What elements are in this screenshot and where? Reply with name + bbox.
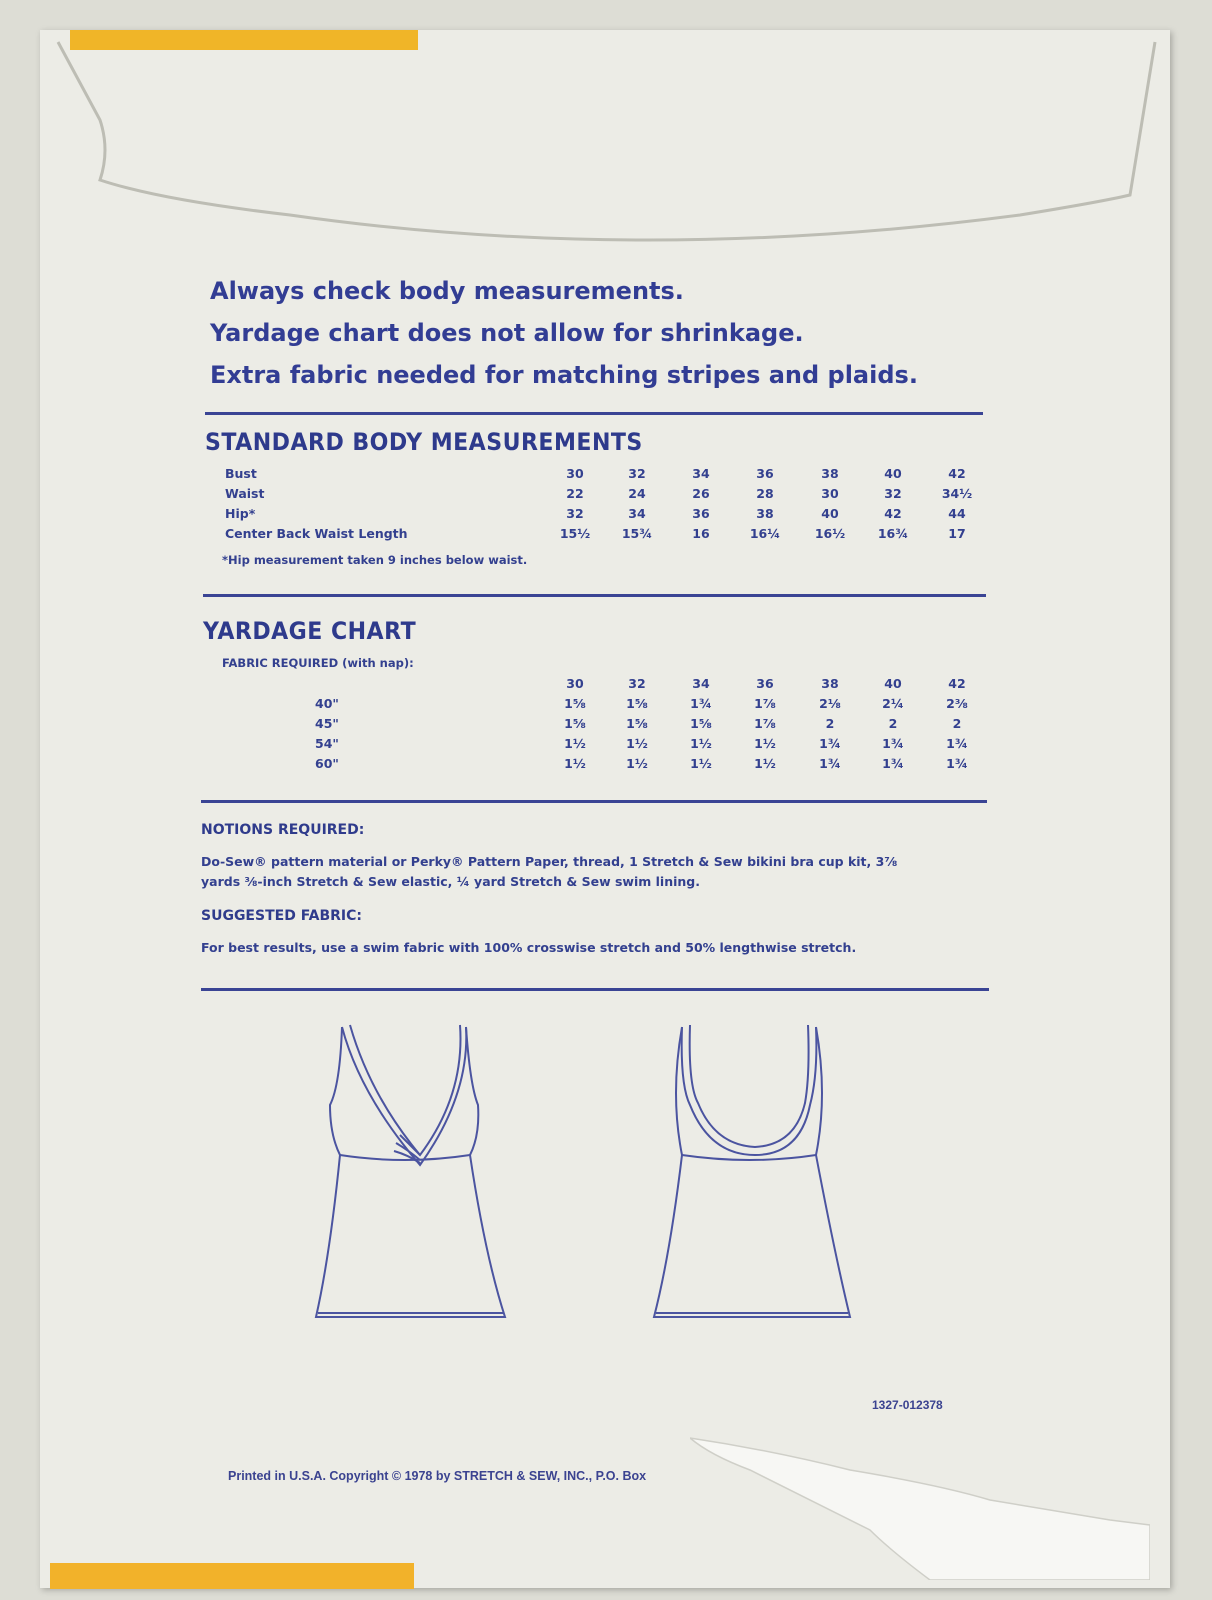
table-cell: 1¾	[882, 756, 904, 771]
table-cell: 30	[821, 486, 839, 501]
table-cell: 1½	[690, 736, 712, 751]
suggested-fabric-text: For best results, use a swim fabric with 100% crosswise stretch and 50% lengthwise stretch.	[201, 940, 857, 955]
row-label: Waist	[225, 486, 265, 501]
table-cell: 1⅝	[564, 716, 586, 731]
table-cell: 1½	[626, 756, 648, 771]
divider	[205, 412, 983, 415]
hip-footnote: *Hip measurement taken 9 inches below waist.	[222, 553, 528, 567]
table-cell: 1¾	[690, 696, 712, 711]
note-line: Extra fabric needed for matching stripes and plaids.	[210, 361, 918, 389]
back-view-illustration	[640, 1015, 880, 1325]
yardage-chart-title: YARDAGE CHART	[203, 617, 417, 645]
notions-line: Do-Sew® pattern material or Perky® Pattern Paper, thread, 1 Stretch & Sew bikini bra cup kit, 3⅞	[201, 854, 898, 869]
table-cell: 24	[628, 486, 646, 501]
table-cell: 36	[692, 506, 710, 521]
row-label: Bust	[225, 466, 257, 481]
body-measurements-title: STANDARD BODY MEASUREMENTS	[205, 428, 643, 456]
table-cell: 32	[566, 506, 584, 521]
size-header: 40	[884, 676, 902, 691]
divider	[201, 988, 989, 991]
row-label: Hip*	[225, 506, 256, 521]
table-cell: 16¾	[877, 526, 909, 541]
row-label: 40"	[315, 696, 339, 711]
suggested-fabric-title: SUGGESTED FABRIC:	[201, 908, 363, 924]
notions-line: yards ⅜-inch Stretch & Sew elastic, ¼ yard Stretch & Sew swim lining.	[201, 874, 700, 889]
size-header: 36	[756, 676, 774, 691]
size-header: 30	[566, 676, 584, 691]
table-cell: 38	[756, 506, 774, 521]
table-cell: 2⅜	[946, 696, 968, 711]
table-cell: 16	[692, 526, 710, 541]
table-cell: 16½	[814, 526, 846, 541]
front-view-illustration	[300, 1015, 540, 1325]
table-cell: 34	[692, 466, 710, 481]
table-cell: 2⅛	[819, 696, 841, 711]
divider	[203, 594, 986, 597]
table-cell: 1½	[564, 756, 586, 771]
table-cell: 40	[884, 466, 902, 481]
table-cell: 1½	[754, 756, 776, 771]
table-cell: 1⅝	[564, 696, 586, 711]
table-cell: 1¾	[946, 756, 968, 771]
table-cell: 1⅝	[626, 696, 648, 711]
table-cell: 1½	[626, 736, 648, 751]
note-line: Yardage chart does not allow for shrinkage.	[210, 319, 804, 347]
table-cell: 1⅞	[754, 696, 776, 711]
table-cell: 28	[756, 486, 774, 501]
table-cell: 1¾	[946, 736, 968, 751]
size-header: 42	[948, 676, 966, 691]
table-cell: 1⅝	[690, 716, 712, 731]
pattern-code: 1327-012378	[872, 1398, 943, 1412]
table-cell: 22	[566, 486, 584, 501]
size-header: 34	[692, 676, 710, 691]
body-measurements-table	[225, 466, 985, 566]
torn-paper-flap	[690, 1430, 1150, 1580]
notes-block	[210, 270, 1010, 396]
table-cell: 34	[628, 506, 646, 521]
table-cell: 40	[821, 506, 839, 521]
tape-strip-bottom	[50, 1563, 414, 1589]
table-cell: 26	[692, 486, 710, 501]
table-cell: 15¾	[621, 526, 653, 541]
table-cell: 30	[566, 466, 584, 481]
pattern-envelope	[40, 30, 1170, 1588]
envelope-flap	[40, 30, 1170, 260]
table-cell: 2	[952, 716, 962, 731]
table-cell: 1⅝	[626, 716, 648, 731]
row-label: 60"	[315, 756, 339, 771]
size-header: 38	[821, 676, 839, 691]
table-cell: 1¾	[882, 736, 904, 751]
table-cell: 34½	[941, 486, 973, 501]
size-header: 32	[628, 676, 646, 691]
table-cell: 17	[948, 526, 966, 541]
table-cell: 15½	[559, 526, 591, 541]
notions-text	[201, 852, 1001, 892]
table-cell: 1¾	[819, 736, 841, 751]
table-cell: 1⅞	[754, 716, 776, 731]
table-cell: 42	[884, 506, 902, 521]
table-cell: 42	[948, 466, 966, 481]
table-cell: 1½	[564, 736, 586, 751]
table-cell: 1¾	[819, 756, 841, 771]
table-cell: 2¼	[882, 696, 904, 711]
row-label: 45"	[315, 716, 339, 731]
table-cell: 2	[888, 716, 898, 731]
table-cell: 36	[756, 466, 774, 481]
note-line: Always check body measurements.	[210, 277, 684, 305]
table-cell: 2	[825, 716, 835, 731]
fabric-required-label: FABRIC REQUIRED (with nap):	[222, 656, 414, 670]
row-label: 54"	[315, 736, 339, 751]
table-cell: 32	[884, 486, 902, 501]
notions-title: NOTIONS REQUIRED:	[201, 822, 365, 838]
yardage-table	[225, 676, 985, 776]
row-label: Center Back Waist Length	[225, 526, 408, 541]
table-cell: 38	[821, 466, 839, 481]
table-cell: 1½	[690, 756, 712, 771]
divider	[201, 800, 987, 803]
copyright-footer: Printed in U.S.A. Copyright © 1978 by STRETCH & SEW, INC., P.O. Box	[228, 1469, 647, 1483]
table-cell: 44	[948, 506, 966, 521]
table-cell: 32	[628, 466, 646, 481]
table-cell: 16¼	[749, 526, 781, 541]
table-cell: 1½	[754, 736, 776, 751]
